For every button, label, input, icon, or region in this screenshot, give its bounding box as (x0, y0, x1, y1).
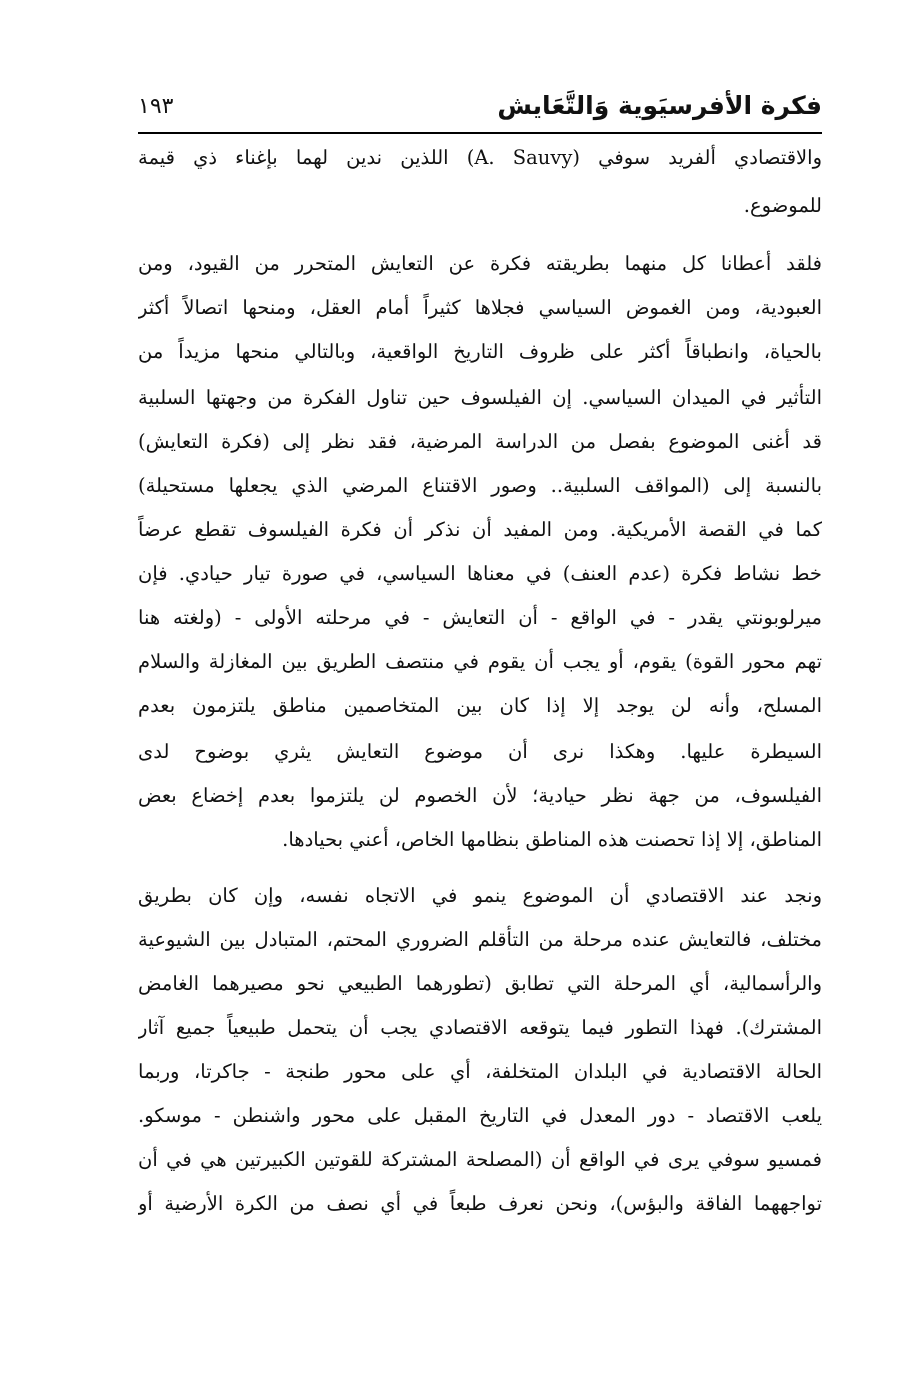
text-line: العبودية، ومن الغموض السياسي فجلاها كثيراً أمام العقل، ومنحها اتصالاً أكثر (138, 296, 822, 319)
text-line: بالنسبة إلى (المواقف السلبية.. وصور الاقتناع المرضي الذي يجعلها مستحيلة) (138, 474, 822, 497)
text-line: المسلح، وأنه لن يوجد إلا إذا كان بين المتخاصمين مناطق يلتزمون بعدم (138, 694, 822, 717)
text-line: التأثير في الميدان السياسي. إن الفيلسوف حين تناول الفكرة من وجهتها السلبية (138, 386, 822, 409)
text-line: السيطرة عليها. وهكذا نرى أن موضوع التعايش يثري بوضوح لدى (138, 740, 822, 763)
text-line: ميرلوبونتي يقدر - في الواقع - أن التعايش - في مرحلته الأولى - (ولغته هنا (138, 606, 822, 629)
header-rule (138, 132, 822, 134)
page-number: ١٩٣ (138, 94, 174, 119)
page-header (138, 84, 822, 130)
text-line: تهم محور القوة) يقوم، أو يجب أن يقوم في منتصف الطريق بين المغازلة والسلام (138, 650, 822, 673)
text-line: والاقتصادي ألفريد سوفي (A. Sauvy) اللذين ندين لهما بإغناء ذي قيمة (138, 146, 822, 169)
text-line: الفيلسوف، من جهة نظر حيادية؛ لأن الخصوم لن يلتزموا بعدم إخضاع بعض (138, 784, 822, 807)
text-line: يلعب الاقتصاد - دور المعدل في التاريخ المقبل على محور واشنطن - موسكو. (138, 1104, 822, 1127)
text-line: بالحياة، وانطباقاً أكثر على ظروف التاريخ الواقعية، وبالتالي منحها مزيداً من (138, 340, 822, 363)
text-line: خط نشاط فكرة (عدم العنف) في معناها السياسي، في صورة تيار حيادي. فإن (138, 562, 822, 585)
text-line: الحالة الاقتصادية في البلدان المتخلفة، أي على محور طنجة - جاكرتا، وربما (138, 1060, 822, 1083)
text-line: مختلف، فالتعايش عنده مرحلة من التأقلم الضروري المحتم، المتبادل بين الشيوعية (138, 928, 822, 951)
text-line: المشترك). فهذا التطور فيما يتوقعه الاقتصادي يجب أن يتحمل طبيعياً جميع آثار (138, 1016, 822, 1039)
running-title: فكرة الأفرسيَوية وَالتَّعَايش (497, 91, 822, 120)
text-line: المناطق، إلا إذا تحصنت هذه المناطق بنظامها الخاص، أعني بحيادها. (282, 828, 822, 851)
text-line: للموضوع. (743, 194, 822, 217)
text-line: فلقد أعطانا كل منهما بطريقته فكرة عن التعايش المتحرر من القيود، ومن (138, 252, 822, 275)
text-line: تواجههما الفاقة والبؤس)، ونحن نعرف طبعاً في أي نصف من الكرة الأرضية أو (138, 1192, 822, 1215)
text-line: قد أغنى الموضوع بفصل من الدراسة المرضية، فقد نظر إلى (فكرة التعايش) (138, 430, 822, 453)
text-line: كما في القصة الأمريكية. ومن المفيد أن نذكر أن فكرة الفيلسوف تقطع عرضاً (138, 518, 822, 541)
text-line: ونجد عند الاقتصادي أن الموضوع ينمو في الاتجاه نفسه، وإن كان بطريق (138, 884, 822, 907)
text-line: والرأسمالية، أي المرحلة التي تطابق (تطورهما الطبيعي نحو مصيرهما الغامض (138, 972, 822, 995)
text-line: فمسيو سوفي يرى في الواقع أن (المصلحة المشتركة للقوتين الكبيرتين هي في أن (138, 1148, 822, 1171)
